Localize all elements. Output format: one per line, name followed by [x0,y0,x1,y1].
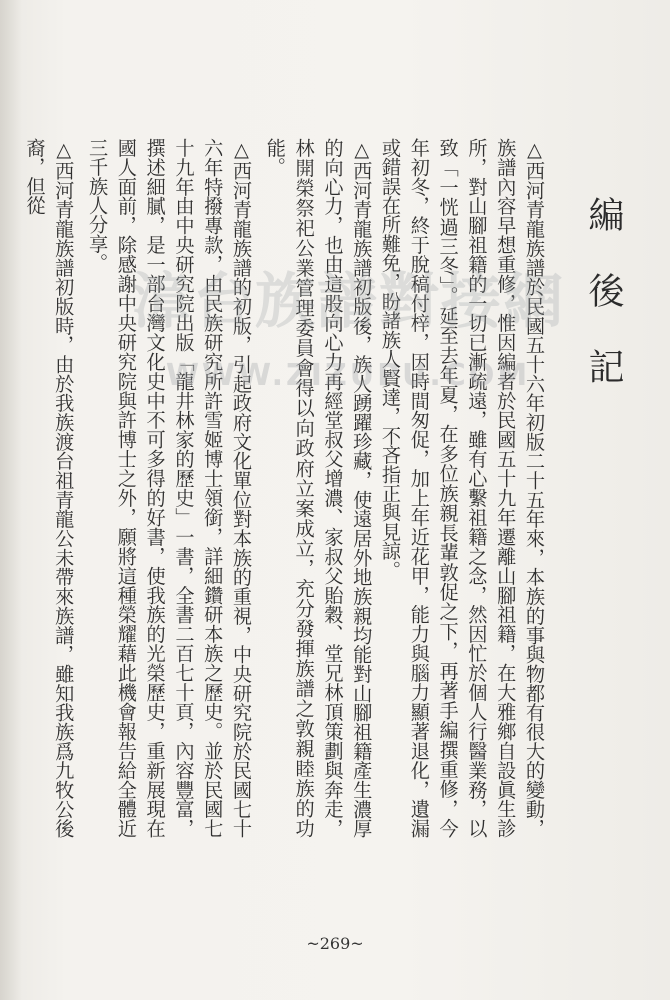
paragraph: △西河青龍族譜初版後，族人踴躍珍藏，使遠居外地族親均能對山腳祖籍產生濃厚的向心力，也由這股向心力再經堂叔父增濃、家叔父貽穀、堂兄林頂策劃與奔走，林開榮祭祀公業管理委員會得以向政府立案成立，充分發揮族譜之敦親睦族的功能。 [263,138,374,838]
paragraph: △西河青龍族譜初版時，由於我族渡台祖青龍公未帶來族譜，雖知我族爲九牧公後裔，但從 [23,138,76,838]
paragraph: △西河青龍族譜的初版，引起政府文化單位對本族的重視，中央研究院於民國七十六年特撥專款，由民族研究所許雪姬博士領銜，詳細鑽研本族之歷史。並於民國七十九年由中央研究院出版「龍井林家的歷史」一書，全書二百七十頁，內容豐富，撰述細膩，是一部台灣文化史中不可多得的好書，使我族的光榮歷史，重新展現在國人面前，除感謝中央研究院與許博士之外，願將這種榮耀藉此機會報告給全體近三千族人分享。 [86,138,254,838]
watermark-url: WWW.ZIZUPU.COM [165,358,531,393]
body-text [23,138,548,838]
watermark-chinese: 漳台族譜對接網 [131,267,565,337]
page-number: ~269~ [306,934,364,953]
paragraph: △西河青龍族譜於民國五十六年初版二十五年來，本族的事與物都有很大的變動，族譜內容早想重修，惟因編者於民國五十九年遷離山腳祖籍，在大雅鄉自設眞生診所，對山腳祖籍的一切已漸疏遠，雖有心繫祖籍之念，然因忙於個人行醫業務，以致「一恍過三冬」。延至去年夏，在多位族親長輩敦促之下，再著手編撰重修，今年初冬，終于脫稿付梓，因時間匆促，加上年近花甲，能力與腦力顯著退化，遺漏或錯誤在所難免，盼諸族人賢達，不吝指正與見諒。 [379,138,546,838]
page-title: 編後記 [583,196,624,424]
